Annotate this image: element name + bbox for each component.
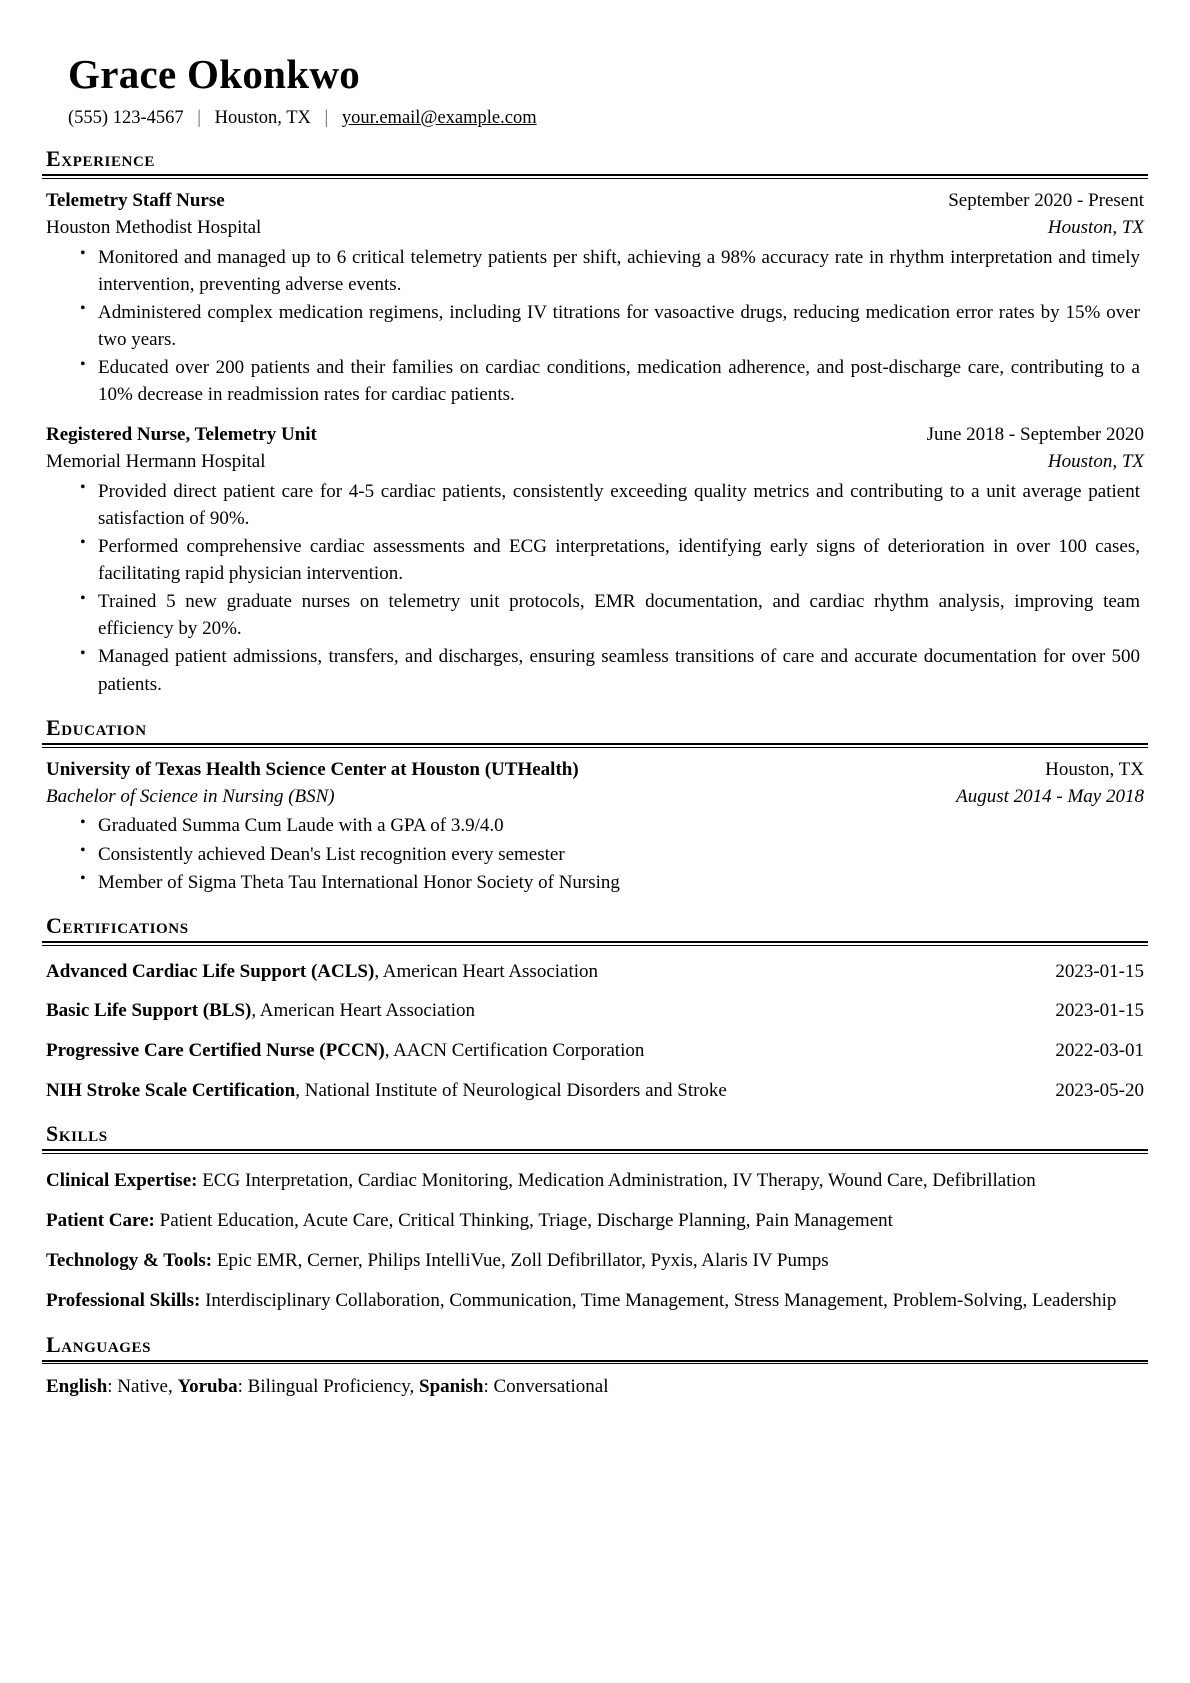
experience-bullets: [46, 244, 1144, 409]
resume-header: [42, 52, 1148, 129]
language-name: Spanish: [419, 1376, 484, 1398]
job-dates: September 2020 - Present: [948, 189, 1144, 211]
certification-date: 2023-05-20: [1055, 1079, 1144, 1101]
section-rule-certifications: [42, 941, 1148, 946]
bullet-item: • Member of Sigma Theta Tau International Honor Society of Nursing: [80, 869, 1140, 896]
job-location: Houston, TX: [1047, 450, 1144, 472]
bullet-item: • Consistently achieved Dean's List recognition every semester: [80, 841, 1140, 868]
contact-separator-1: |: [197, 107, 201, 128]
section-skills: [42, 1122, 1148, 1314]
experience-org-row: [46, 215, 1144, 242]
section-title-skills: Skills: [46, 1121, 108, 1147]
education-degree: Bachelor of Science in Nursing (BSN): [46, 785, 335, 807]
section-education: [42, 716, 1148, 896]
certification-text: [46, 959, 598, 986]
skill-category: Professional Skills:: [46, 1290, 201, 1312]
skill-category: Technology & Tools:: [46, 1250, 213, 1272]
certification-name: Progressive Care Certified Nurse (PCCN): [46, 1039, 385, 1061]
section-title-certifications: Certifications: [46, 912, 189, 938]
certification-name: NIH Stroke Scale Certification: [46, 1079, 296, 1101]
certification-row: [42, 1038, 1148, 1065]
certification-text: [46, 998, 475, 1025]
skill-items: Interdisciplinary Collaboration, Communication, Time Management, Stress Management, Problem-Solving, Leadership: [200, 1290, 1117, 1312]
certification-date: 2022-03-01: [1055, 1039, 1144, 1061]
experience-title-row: [46, 422, 1144, 449]
education-location: Houston, TX: [1045, 758, 1144, 780]
certification-row: [42, 1078, 1148, 1105]
section-rule-experience: [42, 174, 1148, 179]
contact-line: [68, 108, 1148, 129]
certification-name: Basic Life Support (BLS): [46, 1000, 252, 1022]
job-dates: June 2018 - September 2020: [926, 423, 1144, 445]
skill-items: Patient Education, Acute Care, Critical Thinking, Triage, Discharge Planning, Pain Management: [154, 1210, 893, 1232]
email-link[interactable]: your.email@example.com: [341, 107, 537, 128]
experience-entry: [42, 188, 1148, 409]
education-institution: University of Texas Health Science Center at Houston (UTHealth): [46, 758, 579, 780]
education-entry: [42, 757, 1148, 896]
language-level: : Bilingual Proficiency,: [237, 1376, 419, 1398]
experience-bullets: [46, 478, 1144, 698]
job-organization: Houston Methodist Hospital: [46, 216, 262, 238]
bullet-item: • Educated over 200 patients and their families on cardiac conditions, medication adherence, and post-discharge care, contributing to a 10% decrease in readmission rates for cardiac patients.: [80, 354, 1140, 408]
certification-issuer: , AACN Certification Corporation: [384, 1039, 645, 1061]
language-level: : Conversational: [483, 1376, 609, 1398]
contact-location: Houston, TX: [214, 107, 311, 128]
bullet-item: • Monitored and managed up to 6 critical telemetry patients per shift, achieving a 98% accuracy rate in rhythm interpretation and timely intervention, preventing adverse events.: [80, 244, 1140, 298]
section-rule-skills: [42, 1149, 1148, 1154]
job-location: Houston, TX: [1047, 216, 1144, 238]
certification-date: 2023-01-15: [1055, 1000, 1144, 1022]
skill-row: [42, 1207, 1148, 1234]
section-title-languages: Languages: [46, 1331, 152, 1357]
contact-separator-2: |: [324, 107, 329, 128]
section-title-education: Education: [46, 714, 147, 740]
job-title: Registered Nurse, Telemetry Unit: [46, 423, 317, 445]
education-institution-row: [46, 757, 1144, 784]
certification-date: 2023-01-15: [1055, 960, 1144, 982]
certification-text: [46, 1038, 644, 1065]
experience-org-row: [46, 449, 1144, 476]
languages-row: [42, 1373, 1148, 1400]
certification-text: [46, 1078, 727, 1105]
skill-category: Patient Care:: [46, 1210, 155, 1232]
bullet-item: • Provided direct patient care for 4-5 cardiac patients, consistently exceeding quality metrics and contributing to a unit average patient satisfaction of 90%.: [80, 478, 1140, 532]
skill-row: [42, 1167, 1148, 1194]
education-bullets: [46, 812, 1144, 895]
job-title: Telemetry Staff Nurse: [46, 189, 225, 211]
skill-row: [42, 1247, 1148, 1274]
certification-name: Advanced Cardiac Life Support (ACLS): [46, 960, 375, 982]
section-languages: [42, 1333, 1148, 1401]
job-organization: Memorial Hermann Hospital: [46, 450, 266, 472]
section-rule-languages: [42, 1360, 1148, 1365]
section-experience: [42, 147, 1148, 698]
language-name: English: [46, 1376, 108, 1398]
section-rule-education: [42, 743, 1148, 748]
education-degree-row: [46, 784, 1144, 811]
bullet-item: • Administered complex medication regimens, including IV titrations for vasoactive drugs, reducing medication error rates by 15% over two years.: [80, 299, 1140, 353]
skill-category: Clinical Expertise:: [46, 1169, 198, 1191]
phone-number: (555) 123-4567: [68, 107, 184, 128]
skill-items: ECG Interpretation, Cardiac Monitoring, Medication Administration, IV Therapy, Wound Care, Defibrillation: [197, 1169, 1036, 1191]
certification-issuer: , American Heart Association: [251, 1000, 476, 1022]
language-level: : Native,: [107, 1376, 178, 1398]
skill-row: [42, 1287, 1148, 1314]
bullet-item: • Trained 5 new graduate nurses on telemetry unit protocols, EMR documentation, and cardiac rhythm analysis, improving team efficiency by 20%.: [80, 588, 1140, 642]
language-name: Yoruba: [177, 1376, 238, 1398]
certification-issuer: , American Heart Association: [374, 960, 599, 982]
experience-entry: [42, 422, 1148, 698]
bullet-item: • Managed patient admissions, transfers, and discharges, ensuring seamless transitions of care and accurate documentation for over 500 patients.: [80, 643, 1140, 697]
education-dates: August 2014 - May 2018: [956, 785, 1144, 807]
certification-issuer: , National Institute of Neurological Disorders and Stroke: [295, 1079, 727, 1101]
section-title-experience: Experience: [46, 145, 156, 171]
bullet-item: • Graduated Summa Cum Laude with a GPA of 3.9/4.0: [80, 812, 1140, 839]
certification-row: [42, 959, 1148, 986]
skill-items: Epic EMR, Cerner, Philips IntelliVue, Zoll Defibrillator, Pyxis, Alaris IV Pumps: [212, 1250, 829, 1272]
certification-row: [42, 998, 1148, 1025]
experience-title-row: [46, 188, 1144, 215]
bullet-item: • Performed comprehensive cardiac assessments and ECG interpretations, identifying early signs of deterioration in over 100 cases, facilitating rapid physician intervention.: [80, 533, 1140, 587]
section-certifications: [42, 914, 1148, 1104]
candidate-name: Grace Okonkwo: [68, 51, 361, 97]
